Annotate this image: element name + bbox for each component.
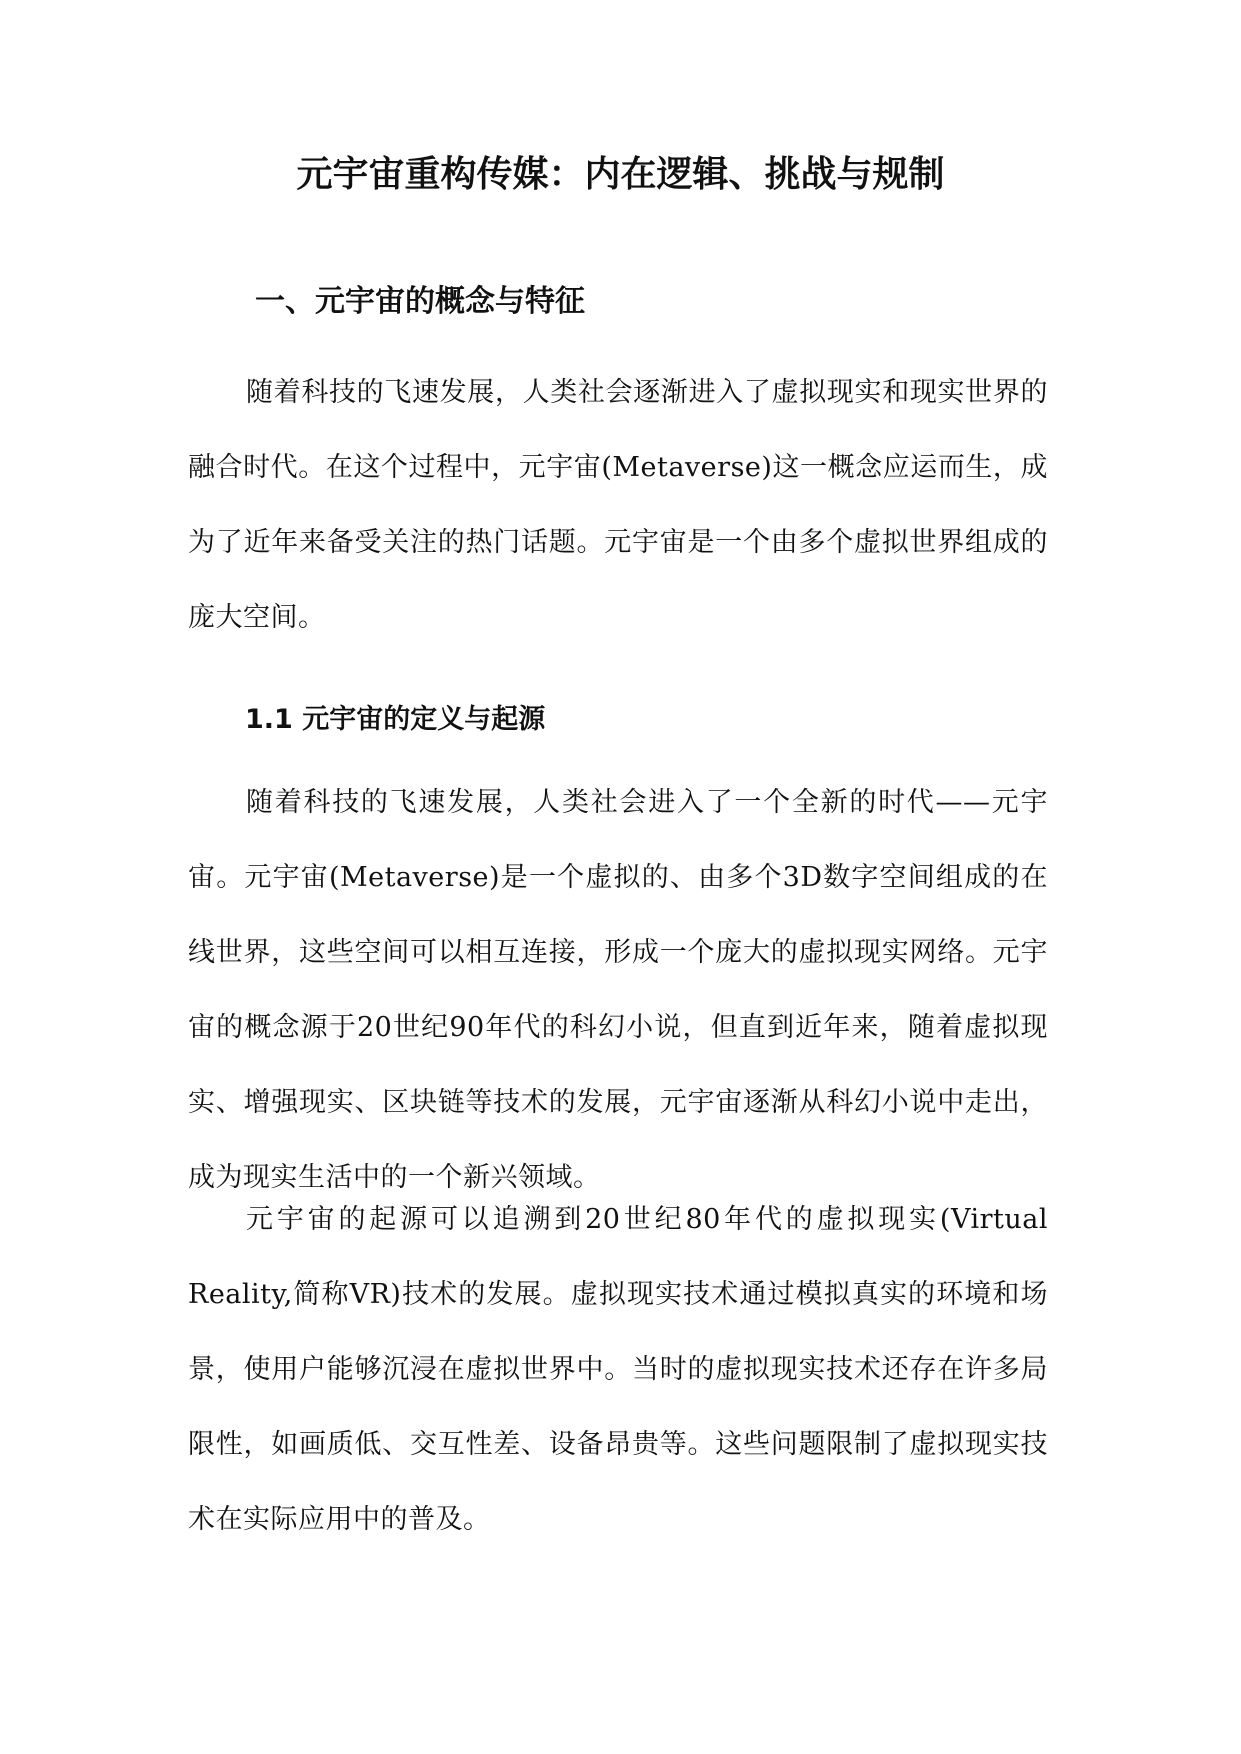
paragraph-origin: 元宇宙的起源可以追溯到20世纪80年代的虚拟现实(Virtual Reality,简称VR)技术的发展。虚拟现实技术通过模拟真实的环境和场景，使用户能够沉浸在虚拟世界中。当时的虚拟现实技术还存在许多局限性，如画质低、交互性差、设备昂贵等。这些问题限制了虚拟现实技术在实际应用中的普及。 [188,1204,1048,1535]
paragraph-intro: 随着科技的飞速发展，人类社会逐渐进入了虚拟现实和现实世界的融合时代。在这个过程中，元宇宙(Metaverse)这一概念应运而生，成为了近年来备受关注的热门话题。元宇宙是一个由多个虚拟世界组成的庞大空间。 [188,377,1048,633]
section-heading-1-1: 1.1 元宇宙的定义与起源 [245,704,546,735]
section-heading-1: 一、元宇宙的概念与特征 [255,284,585,319]
paragraph-definition: 随着科技的飞速发展，人类社会进入了一个全新的时代——元宇宙。元宇宙(Metaverse)是一个虚拟的、由多个3D数字空间组成的在线世界，这些空间可以相互连接，形成一个庞大的虚拟现实网络。元宇宙的概念源于20世纪90年代的科幻小说，但直到近年来，随着虚拟现实、增强现实、区块链等技术的发展，元宇宙逐渐从科幻小说中走出，成为现实生活中的一个新兴领域。 [188,787,1048,1193]
document-title: 元宇宙重构传媒：内在逻辑、挑战与规制 [296,154,945,195]
